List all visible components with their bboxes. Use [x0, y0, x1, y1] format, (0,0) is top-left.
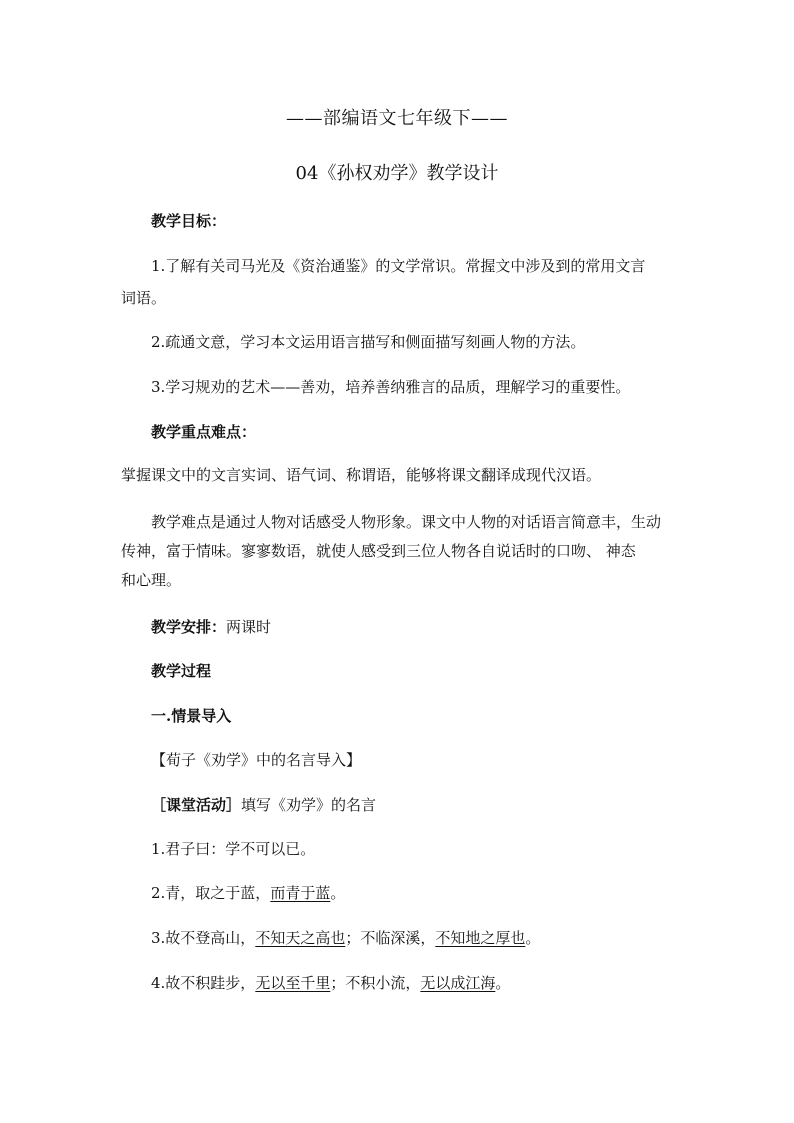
quote-4 — [121, 967, 711, 1000]
quote-3-answer-1: 不知天之高也 — [255, 929, 346, 947]
difficulty-line-2: 传神，富于情味。寥寥数语，就使人感受到三位人物各自说话时的口吻、 神态 — [121, 542, 636, 560]
lesson-title: 04《孙权劝学》教学设计 — [295, 163, 499, 184]
quote-4-answer-1: 无以至千里 — [255, 974, 331, 992]
quote-4-prefix: 4.故不积跬步， — [151, 974, 256, 992]
quote-2-answer: 而青于蓝 — [270, 884, 331, 902]
quote-3-prefix: 3.故不登高山， — [151, 929, 256, 947]
objective-item-1-line-1: 1.了解有关司马光及《资治通鉴》的文学常识。常握文中涉及到的常用文言 — [151, 257, 646, 275]
activity-text: 填写《劝学》的名言 — [241, 796, 377, 814]
arrangement-label: 教学安排： — [151, 618, 227, 636]
difficulty-line-3: 和心理。 — [121, 571, 182, 589]
difficulty-line-1: 教学难点是通过人物对话感受人物形象。课文中人物的对话语言简意丰，生动 — [151, 513, 662, 531]
series-title: ——部编语文七年级下—— — [286, 108, 508, 129]
objectives-heading: 教学目标： — [151, 212, 227, 230]
quote-2 — [121, 877, 711, 910]
quote-4-middle: ；不积小流， — [330, 974, 421, 992]
intro-note: 【荀子《劝学》中的名言导入】 — [151, 751, 362, 769]
objective-item-3: 3.学习规劝的艺术——善劝，培养善纳雅言的品质，理解学习的重要性。 — [151, 378, 631, 396]
arrangement-value: 两课时 — [226, 618, 272, 636]
objective-item-1-line-2: 词语。 — [121, 289, 167, 307]
quote-1: 1.君子曰：学不可以已。 — [151, 840, 316, 858]
quote-3-answer-2: 不知地之厚也 — [435, 929, 526, 947]
section-1-heading: 一.情景导入 — [151, 707, 232, 725]
key-points-heading: 教学重点难点： — [151, 423, 257, 441]
quote-3-suffix: 。 — [525, 929, 541, 947]
objective-item-2: 2.疏通文意，学习本文运用语言描写和侧面描写刻画人物的方法。 — [151, 333, 586, 351]
quote-3-middle: ；不临深溪， — [345, 929, 436, 947]
quote-3 — [121, 922, 711, 955]
quote-2-prefix: 2.青，取之于蓝， — [151, 884, 271, 902]
quote-4-suffix: 。 — [495, 974, 511, 992]
key-point-text: 掌握课文中的文言实词、语气词、称谓语，能够将课文翻译成现代汉语。 — [121, 466, 602, 484]
activity-label: ［课堂活动］ — [151, 796, 242, 814]
arrangement — [121, 611, 711, 644]
process-heading: 教学过程 — [151, 662, 212, 680]
quote-4-answer-2: 无以成江海 — [420, 974, 496, 992]
activity-line — [121, 789, 711, 822]
quote-2-suffix: 。 — [330, 884, 346, 902]
